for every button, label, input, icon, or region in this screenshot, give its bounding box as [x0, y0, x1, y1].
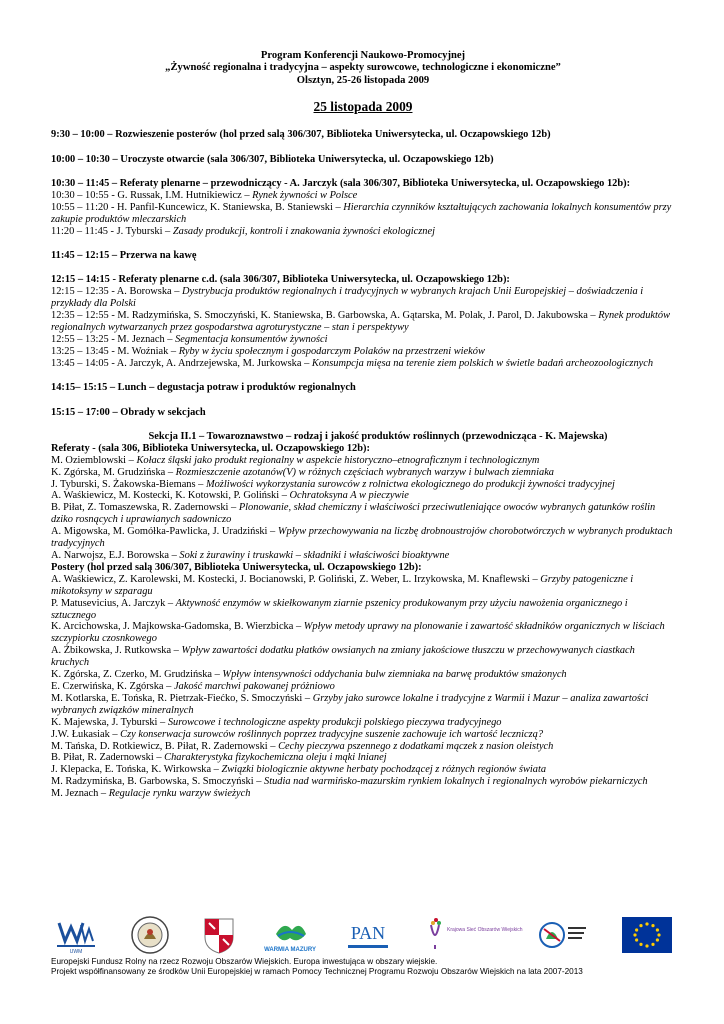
talk-entry: [51, 776, 675, 788]
talk-authors: 13:25 – 13:45 - M. Woźniak –: [51, 345, 179, 357]
talk-entry: [51, 550, 675, 562]
sponsor-logos: [51, 912, 673, 958]
talk-entry: [51, 202, 675, 226]
uwm-logo-icon: [51, 915, 99, 955]
talk-title: Hierarchia czynników kształtujących zachowania lokalnych konsumentów przy zakupie produktów mleczarskich: [51, 201, 672, 225]
talk-title: Kołacz śląski jako produkt regionalny w aspekcie historyczno–etnograficznym i technologicznym: [136, 454, 540, 466]
talk-title: Segmentacja konsumentów żywności: [175, 333, 328, 345]
talk-authors: 12:15 – 12:35 - A. Borowska –: [51, 286, 183, 298]
talk-title: Jakość marchwi pakowanej próżniowo: [173, 680, 335, 692]
footer-line-1: Europejski Fundusz Rolny na rzecz Rozwoju Obszarów Wiejskich. Europa inwestująca w obszary wiejskie.: [51, 957, 438, 966]
postery-list: [51, 574, 675, 800]
talk-authors: K. Arcichowska, J. Majkowska-Gadomska, B. Wierzbicka –: [51, 621, 304, 633]
talk-title: Rynek żywności w Polsce: [252, 189, 358, 201]
talk-authors: J.W. Łukasiak –: [51, 728, 121, 740]
talk-authors: A. Migowska, M. Gomółka-Pawlicka, J. Uradziński –: [51, 526, 278, 538]
warmia-mazury-logo: [263, 914, 316, 956]
talk-authors: P. Matusevicius, A. Jarczyk –: [51, 597, 176, 609]
talk-entry: [51, 729, 675, 741]
talk-title: Zasady produkcji, kontroli i znakowania żywności ekologicznej: [172, 225, 435, 237]
talk-entry: [51, 669, 675, 681]
talk-title: Plonowanie, skład chemiczny i właściwości przeciwutleniające owoców wybranych gatunków roślin dziko rosnących i uprawianych sadowniczo: [51, 502, 656, 526]
warmia-mazury-icon: [263, 914, 316, 956]
talk-title: Możliwości wykorzystania surowców z rolnictwa ekologicznego do produkcji żywności tradycyjnej: [205, 478, 615, 490]
talk-entry: [51, 681, 675, 693]
talk-authors: B. Piłat, Z. Tomaszewska, R. Zadernowski –: [51, 502, 239, 514]
talk-entry: [51, 310, 675, 334]
talk-title: Wpływ metody uprawy na plonowanie i zawartość składników organicznych w liściach szczypiorku czosnkowego: [51, 621, 665, 645]
talk-title: Wpływ przechowywania na liczbę drobnoustrojów chorobotwórczych w wybranych produktach tradycyjnych: [51, 526, 673, 550]
agenda-item-plenary-2: 12:15 – 14:15 - Referaty plenarne c.d. (sala 306/307, Biblioteka Uniwersytecka, ul. Oczapowskiego 12b):: [51, 274, 510, 286]
uwm-logo-text: UWM: [69, 949, 83, 955]
talk-title: Studia nad warmińsko-mazurskim rynkiem lokalnych i regionalnych wyrobów piekarniczych: [264, 776, 648, 788]
talk-authors: B. Piłat, R. Zadernowski –: [51, 752, 165, 764]
talk-title: Czy konserwacja surowców roślinnych poprzez tradycyjne suszenie zachowuje ich wartość leczniczą?: [120, 728, 544, 740]
talk-title: Rozmieszczenie azotanów(V) w różnych częściach wybranych warzyw i bulwach ziemniaka: [175, 466, 555, 478]
talk-authors: M. Tańska, D. Rotkiewicz, B. Piłat, R. Zadernowski –: [51, 740, 279, 752]
pan-logo: [342, 914, 394, 956]
talk-entry: [51, 621, 675, 645]
talk-entry: [51, 764, 675, 776]
talk-authors: K. Majewska, J. Tyburski –: [51, 716, 168, 728]
talk-title: Rynek produktów regionalnych wytwarzanych przez gospodarstwa agroturystyczne – stan i perspektywy: [51, 310, 671, 333]
talk-title: Aktywność enzymów w skiełkowanym ziarnie pszenicy produkowanym przy użyciu nawożenia organicznego i sztucznego: [51, 597, 628, 621]
coat-of-arms-icon: [201, 915, 237, 955]
prow-logo: [536, 914, 590, 956]
talk-authors: 10:55 – 11:20 - H. Panfil-Kuncewicz, K. Staniewska, B. Staniewski –: [51, 201, 344, 213]
faculty-seal-logo: [130, 914, 170, 956]
talk-authors: M. Radzymińska, B. Garbowska, S. Smoczyński –: [51, 776, 264, 788]
talk-entry: [51, 226, 675, 238]
header-line-3: Olsztyn, 25-26 listopada 2009: [296, 74, 430, 86]
talk-title: Ochratoksyna A w pieczywie: [289, 490, 409, 502]
referaty-heading: Referaty - (sala 306, Biblioteka Uniwersytecka, ul. Oczapowskiego 12b):: [51, 442, 370, 454]
pan-logo-icon: [342, 915, 394, 955]
ksow-icon: [425, 915, 523, 955]
talk-title: Grzyby jako surowce lokalne i tradycyjne z Warmii i Mazur – analiza zawartości wybranych związków mineralnych: [51, 692, 649, 716]
talk-authors: M. Oziemblowski –: [51, 454, 137, 466]
talk-title: Soki z żurawiny i truskawki – składniki i właściwości bioaktywne: [179, 550, 450, 561]
warmia-mazury-text: WARMIA MAZURY: [263, 947, 316, 953]
talk-entry: [51, 717, 675, 729]
postery-heading: Postery (hol przed salą 306/307, Biblioteka Uniwersytecka, ul. Oczapowskiego 12b):: [51, 561, 422, 573]
agenda-item-opening: 10:00 – 10:30 – Uroczyste otwarcie (sala 306/307, Biblioteka Uniwersytecka, ul. Oczapowskiego 12b): [51, 153, 494, 165]
talk-title: Cechy pieczywa pszennego z dodatkami mączek z nasion oleistych: [278, 740, 554, 752]
agenda-item-posters: 9:30 – 10:00 – Rozwieszenie posterów (hol przed salą 306/307, Biblioteka Uniwersytecka, ul. Oczapowskiego 12b): [51, 129, 551, 141]
talk-entry: [51, 346, 675, 358]
prow-icon: [536, 915, 590, 955]
talk-title: Ryby w życiu społecznym i gospodarczym Polaków na przestrzeni wieków: [178, 345, 485, 357]
talk-entry: [51, 574, 675, 598]
talk-entry: [51, 467, 675, 479]
talk-entry: [51, 490, 675, 502]
talk-title: Dystrybucja produktów regionalnych i tradycyjnych w wybranych krajach Unii Europejskiej – doświadczenia i przykłady dla Polski: [51, 286, 644, 310]
talk-title: Konsumpcja mięsa na terenie ziem polskich w świetle badań archeozoologicznych: [311, 357, 654, 369]
referaty-list: [51, 455, 675, 562]
agenda-item-sections: 15:15 – 17:00 – Obrady w sekcjach: [51, 406, 206, 418]
uwm-logo: [51, 914, 99, 956]
talk-entry: [51, 334, 675, 346]
talk-entry: [51, 190, 675, 202]
talk-title: Surowcowe i technologiczne aspekty produkcji polskiego pieczywa tradycyjnego: [167, 716, 502, 728]
talk-entry: [51, 479, 675, 491]
talk-entry: [51, 693, 675, 717]
ksow-text: Krajowa Sieć Obszarów Wiejskich: [447, 927, 523, 933]
conference-header: [51, 50, 675, 87]
talk-authors: 13:45 – 14:05 - A. Jarczyk, A. Andrzejewska, M. Jurkowska –: [51, 357, 312, 369]
talk-title: Wpływ intensywności oddychania bulw ziemniaka na barwę produktów smażonych: [222, 669, 567, 681]
eu-flag-logo: [621, 914, 673, 956]
talk-entry: [51, 526, 675, 550]
footer-line-2: Projekt współfinansowany ze środków Unii Europejskiej w ramach Pomocy Technicznej Programu Rozwoju Obszarów Wiejskich na lata 2007-2013: [51, 967, 583, 977]
talk-title: Regulacje rynku warzyw świeżych: [108, 788, 251, 800]
talk-authors: 12:55 – 13:25 - M. Jeznach –: [51, 333, 176, 345]
date-heading: 25 listopada 2009: [313, 99, 413, 115]
coat-of-arms-logo: [201, 914, 237, 956]
agenda-item-coffee: 11:45 – 12:15 – Przerwa na kawę: [51, 249, 197, 261]
talk-authors: M. Kotlarska, E. Tońska, R. Pietrzak-Fiećko, S. Smoczyński –: [51, 692, 313, 704]
talk-authors: 12:35 – 12:55 - M. Radzymińska, S. Smoczyński, K. Staniewska, B. Garbowska, A. Gątarska, M. Polak, J. Parol, D. Jakubowska –: [51, 310, 599, 322]
talk-authors: 10:30 – 10:55 - G. Russak, I.M. Hutnikiewicz –: [51, 189, 253, 201]
talk-authors: A. Waśkiewicz, Z. Karolewski, M. Kostecki, J. Bocianowski, P. Goliński, Z. Weber, L. Irzykowska, M. Knaflewski –: [51, 573, 541, 585]
talk-authors: K. Zgórska, Z. Czerko, M. Grudzińska –: [51, 669, 223, 681]
talk-entry: [51, 741, 675, 753]
talk-authors: J. Klepacka, E. Tońska, K. Wirkowska –: [51, 764, 222, 776]
pan-logo-text: PAN: [351, 923, 386, 943]
talk-entry: [51, 752, 675, 764]
seal-icon: [130, 915, 170, 955]
talk-authors: A. Narwojsz, E.J. Borowska –: [51, 550, 180, 561]
agenda-item-lunch: 14:15– 15:15 – Lunch – degustacja potraw i produktów regionalnych: [51, 382, 356, 394]
talk-title: Wpływ zawartości dodatku płatków owsianych na zmiany jakościowe tłuszczu w przechowywanych ciastkach kruchych: [51, 645, 635, 669]
talk-authors: E. Czerwińska, K. Zgórska –: [51, 680, 174, 692]
talk-authors: A. Waśkiewicz, M. Kostecki, K. Kotowski, P. Goliński –: [51, 490, 290, 502]
talk-entry: [51, 455, 675, 467]
talk-entry: [51, 358, 675, 370]
talk-authors: 11:20 – 11:45 - J. Tyburski –: [51, 225, 173, 237]
ksow-logo: [425, 914, 523, 956]
program-document: [51, 50, 675, 800]
header-line-2: „Żywność regionalna i tradycyjna – aspekty surowcowe, technologiczne i ekonomiczne”: [165, 62, 561, 74]
agenda-item-plenary-1: 10:30 – 11:45 – Referaty plenarne – przewodniczący - A. Jarczyk (sala 306/307, Biblioteka Uniwersytecka, ul. Oczapowskiego 12b):: [51, 177, 631, 189]
talk-title: Charakterystyka fizykochemiczna oleju i mąki lnianej: [164, 752, 387, 764]
talk-authors: J. Tyburski, S. Żakowska-Biemans –: [51, 478, 206, 490]
plenary-2-talks: [51, 286, 675, 369]
header-line-1: Program Konferencji Naukowo-Promocyjnej: [260, 50, 466, 61]
talk-entry: [51, 502, 675, 526]
talk-authors: M. Jeznach –: [51, 788, 109, 800]
talk-entry: [51, 286, 675, 310]
talk-authors: A. Żbikowska, J. Rutkowska –: [51, 645, 182, 657]
talk-authors: K. Zgórska, M. Grudzińska –: [51, 466, 176, 478]
talk-title: Grzyby patogeniczne i mikotoksyny w szparagu: [51, 573, 634, 597]
talk-entry: [51, 598, 675, 622]
talk-entry: [51, 645, 675, 669]
talk-title: Związki biologicznie aktywne herbaty pochodzącej z różnych regionów świata: [221, 764, 547, 776]
talk-entry: [51, 788, 675, 800]
footer: [51, 957, 691, 977]
plenary-1-talks: [51, 190, 675, 238]
eu-flag-icon: [621, 916, 673, 954]
section-title: Sekcja II.1 – Towaroznawstwo – rodzaj i jakość produktów roślinnych (przewodnicząca - K. Majewska): [148, 430, 608, 442]
